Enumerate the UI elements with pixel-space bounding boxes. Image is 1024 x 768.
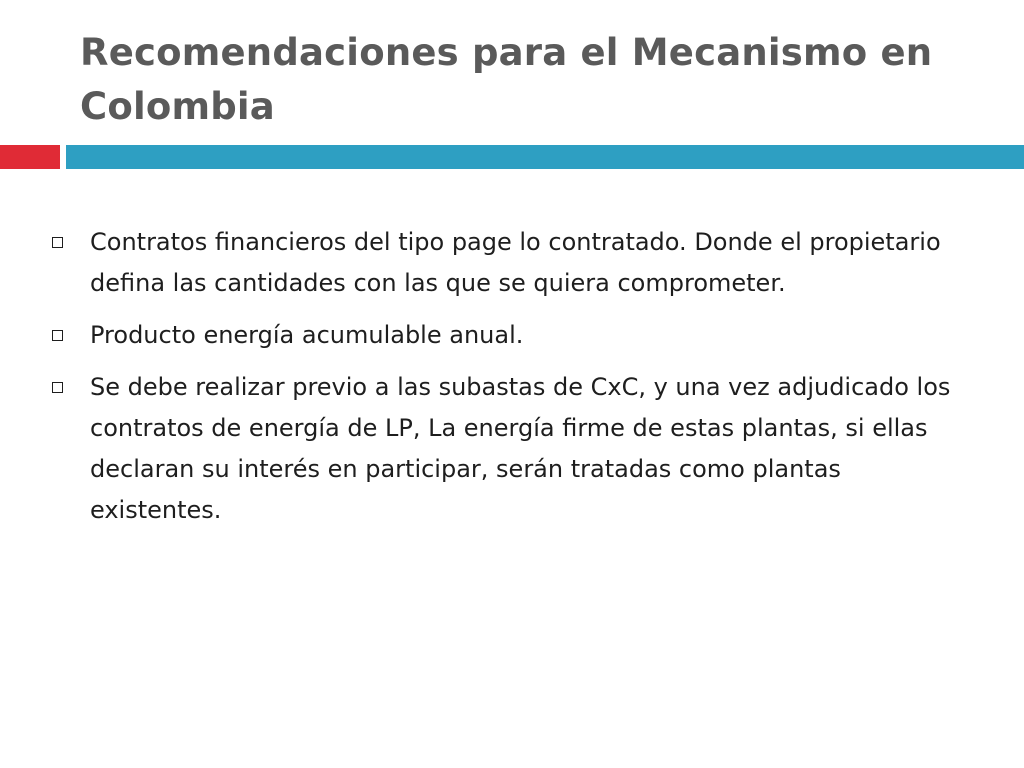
hollow-square-bullet-icon: [52, 382, 63, 393]
hollow-square-bullet-icon: [52, 330, 63, 341]
slide-title: Recomendaciones para el Mecanismo en Colombia: [80, 31, 933, 128]
bullet-item: [52, 222, 972, 304]
title-accent-bar-red: [0, 145, 60, 169]
bullet-item: [52, 315, 972, 356]
bullet-text: Producto energía acumulable anual.: [90, 321, 524, 349]
title-accent-bar-blue: [66, 145, 1024, 169]
bullet-list: [52, 222, 972, 542]
bullet-item: [52, 367, 972, 531]
hollow-square-bullet-icon: [52, 237, 63, 248]
bullet-text: Se debe realizar previo a las subastas de CxC, y una vez adjudicado los contratos de energía de LP, La energía firme de estas plantas, si ellas declaran su interés en participar, serán tratadas como plantas existentes.: [90, 373, 951, 524]
bullet-text: Contratos financieros del tipo page lo contratado. Donde el propietario defina las cantidades con las que se quiera comprometer.: [90, 228, 941, 297]
